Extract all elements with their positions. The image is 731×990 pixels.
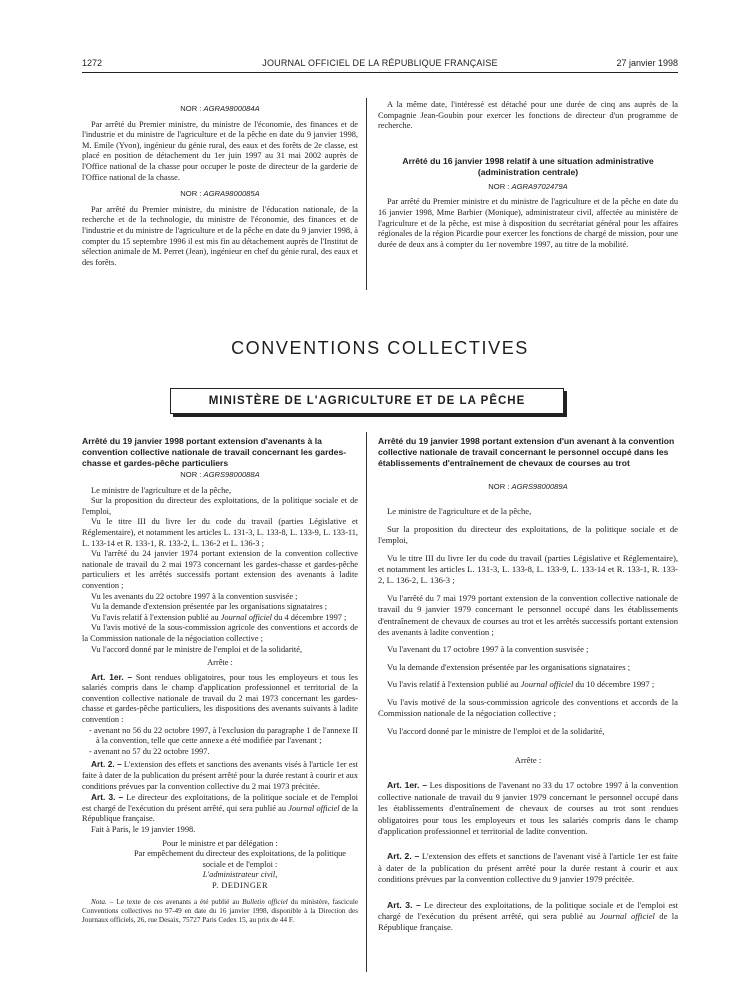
signature-title: L'administrateur civil, — [202, 870, 278, 880]
nor-reference: NOR : AGRA9800085A — [180, 189, 260, 199]
visa-line: Vu la demande d'extension présentée par les organisations signataires ; — [387, 661, 631, 672]
visa-line: Vu la demande d'extension présentée par les organisations signataires ; — [91, 602, 328, 612]
visa-line: Vu l'avis relatif à l'extension publié au Journal officiel du 4 décembre 1997 ; — [91, 612, 347, 622]
signature-line: Pour le ministre et par délégation : — [162, 838, 278, 848]
nor-reference: NOR : AGRA9800084A — [180, 104, 260, 113]
nor-reference: NOR : AGRS9800088A — [180, 470, 260, 479]
signatory-name: P. DEDINGER — [211, 880, 269, 890]
column-divider — [366, 98, 367, 290]
article-1: Art. 1er. – Sont rendues obligatoires, pour tous les employeurs et tous les salariés compris dans le champ d'application professionnel et territorial de la convention collective nationale de travail du 2 mai 1973 concernant les gardes-chasse et gardes-pêche particuliers, les dispositions des avenants suivants à ladite convention : — [82, 671, 358, 725]
journal-title: JOURNAL OFFICIEL DE LA RÉPUBLIQUE FRANÇAISE — [262, 58, 498, 68]
visa-line: Vu l'avis relatif à l'extension publié au Journal officiel du 10 décembre 1997 ; — [387, 679, 655, 690]
list-item: - avenant no 57 du 22 octobre 1997. — [89, 746, 210, 756]
visa-line: Vu l'avis motivé de la sous-commission agricole des conventions et accords de la Commission nationale de la négociation collective ; — [82, 623, 358, 643]
decree-paragraph: A la même date, l'intéressé est détaché pour une durée de cinq ans auprès de la Compagnie Jean-Goubin pour exercer les fonctions de directeur d'un programme de recherche. — [378, 100, 678, 131]
article-2: Art. 2. – L'extension des effets et sanctions de l'avenant visé à l'article 1er est faite à dater de la publication du présent arrêté pour la durée restant à courir et aux conditions prévues par la convention collective du 9 janvier 1979 précitée. — [378, 851, 678, 885]
decree-paragraph: Par arrêté du Premier ministre, du ministre de l'économie, des finances et de l'industrie et du ministre de l'agriculture et de la pêche en date du 9 janvier 1998, M. Emile (Yvon), ingénieur du génie rural, des eaux et des forêts de 2e classe, est placé en position de détachement du 1er juin 1997 au 31 mai 2002 auprès de l'Office national de la chasse pour occuper le poste de directeur de la garderie de l'Office national de la chasse. — [82, 119, 358, 182]
article-1: Art. 1er. – Les dispositions de l'avenant no 33 du 17 octobre 1997 à la convention collective nationale de travail du 9 janvier 1979 concernant le personnel occupé dans les établissements d'entraînement de chevaux de courses au trot sont rendues obligatoires pour tous les employeurs et tous les salariés compris dans le champ d'application professionnel et territorial de ladite convention. — [378, 780, 679, 836]
visa-line: Sur la proposition du directeur des exploitations, de la politique sociale et de l'emploi, — [378, 523, 678, 546]
visa-line: Vu l'arrêté du 24 janvier 1974 portant extension de la convention collective nationale de travail du 2 mai 1973 concernant les gardes-chasse et gardes-pêche particuliers et les arrêtés successifs portant extension des avenants à ladite convention ; — [82, 549, 358, 590]
visa-line: Le ministre de l'agriculture et de la pêche, — [387, 506, 532, 517]
visa-line: Vu l'avenant du 17 octobre 1997 à la convention susvisée ; — [387, 644, 589, 655]
decree-title: Arrêté du 19 janvier 1998 portant extension d'avenants à la convention collective nationale de travail concernant les gardes-chasse et gardes-pêche particuliers — [82, 436, 347, 468]
column-divider — [366, 432, 367, 972]
visa-line: Sur la proposition du directeur des exploitations, de la politique sociale et de l'emploi, — [82, 496, 358, 516]
issue-date: 27 janvier 1998 — [616, 58, 678, 68]
section-heading: CONVENTIONS COLLECTIVES — [231, 338, 529, 358]
footnote: Nota. – Le texte de ces avenants a été publié au Bulletin officiel du ministère, fascicule Conventions collectives no 97-49 en date du 16 janvier 1998, disponible à la Direction des Journaux officiels, 26, rue Desaix, 75727 Paris Cedex 15, au prix de 44 F. — [82, 897, 359, 924]
visa-line: Vu le titre III du livre Ier du code du travail (parties Législative et Réglementaire), et notamment les articles L. 131-3, L. 133-8, L. 133-9, L. 133-11, L. 133-14 et R. 133-1, R. 133-2, L. 136-2 et L. 136-3 ; — [82, 517, 358, 548]
visa-line: Vu l'arrêté du 7 mai 1979 portant extension de la convention collective nationale de travail du 9 janvier 1979 concernant le personnel occupé dans les établissements d'entraînement de chevaux de courses au trot et les arrêtés successifs portant extension des avenants à ladite convention ; — [378, 592, 678, 638]
signature-place-date: Fait à Paris, le 19 janvier 1998. — [91, 825, 196, 834]
visa-line: Vu l'accord donné par le ministre de l'emploi et de la solidarité, — [387, 725, 605, 736]
article-2: Art. 2. – L'extension des effets et sanctions des avenants visés à l'article 1er est faite à dater de la publication du présent arrêté pour la durée restant à courir et aux conditions prévues par la convention collective du 2 mai 1973 précitée. — [82, 759, 358, 791]
visa-line: Le ministre de l'agriculture et de la pêche, — [91, 485, 232, 495]
bottom-left-column — [82, 436, 358, 925]
page-header — [82, 58, 678, 72]
list-item: - avenant no 56 du 22 octobre 1997, à l'exclusion du paragraphe 1 de l'annexe II à la convention, telle que cette annexe a été modifiée par l'avenant ; — [89, 725, 358, 746]
header-rule — [82, 72, 678, 73]
arrete-label: Arrête : — [514, 754, 542, 765]
decree-title: Arrêté du 19 janvier 1998 portant extension d'un avenant à la convention collective nationale de travail concernant le personnel occupé dans les établissements d'entraînement de chevaux de courses au trot — [378, 436, 675, 468]
signature-line: Par empêchement du directeur des exploitations, de la politique sociale et de l'emploi : — [133, 849, 346, 869]
decree-title: Arrêté du 16 janvier 1998 relatif à une situation administrative (administration centrale) — [402, 155, 654, 177]
visa-line: Vu l'avis motivé de la sous-commission agricole des conventions et accords de la Commission nationale de la négociation collective ; — [378, 696, 678, 719]
ministry-heading: MINISTÈRE DE L'AGRICULTURE ET DE LA PÊCHE — [170, 388, 564, 414]
article-3: Art. 3. – Le directeur des exploitations, de la politique sociale et de l'emploi est chargé de l'exécution du présent arrêté, qui sera publié au Journal officiel de la République française. — [378, 899, 679, 933]
article-3: Art. 3. – Le directeur des exploitations, de la politique sociale et de l'emploi est chargé de l'exécution du présent arrêté, qui sera publié au Journal officiel de la République française. — [82, 792, 358, 824]
visa-line: Vu les avenants du 22 octobre 1997 à la convention susvisée ; — [91, 591, 298, 601]
decree-paragraph: Par arrêté du Premier ministre et du ministre de l'agriculture et de la pêche en date du 16 janvier 1998, Mme Barbier (Monique), administrateur civil, affectée au ministère de l'agriculture et de la pêche, est mise à disposition du secrétariat général pour les affaires régionales de la région Picardie pour exercer les fonctions de chargé de mission, pour une durée de deux ans à compter du 1er novembre 1997, au titre de la mobilité. — [378, 197, 678, 249]
visa-line: Vu l'accord donné par le ministre de l'emploi et de la solidarité, — [91, 644, 303, 654]
visa-line: Vu le titre III du livre Ier du code du travail (parties Législative et Réglementaire), et notamment les articles L. 131-3, L. 133-8, L. 133-9, L. 133-14 et R. 133-1, R. 133-2, L. 136-2, L. 136-3 ; — [378, 552, 678, 586]
nor-reference: NOR : AGRA9702479A — [488, 181, 568, 191]
page-number: 1272 — [82, 58, 103, 68]
top-left-column — [82, 100, 358, 268]
nor-reference: NOR : AGRS9800089A — [488, 482, 568, 491]
arrete-label: Arrête : — [207, 658, 233, 668]
decree-paragraph: Par arrêté du Premier ministre, du ministre de l'éducation nationale, de la recherche et de la technologie, du ministre de l'économie, des finances et de l'industrie et du ministre de l'agriculture et de la pêche en date du 9 janvier 1998, à compter du 15 septembre 1996 il est mis fin au détachement auprès de l'Institut de sélection animale de M. Perret (Jean), ingénieur en chef du génie rural, des eaux et des forêts. — [82, 204, 358, 267]
top-right-column — [378, 100, 678, 250]
bottom-right-column — [378, 436, 678, 934]
